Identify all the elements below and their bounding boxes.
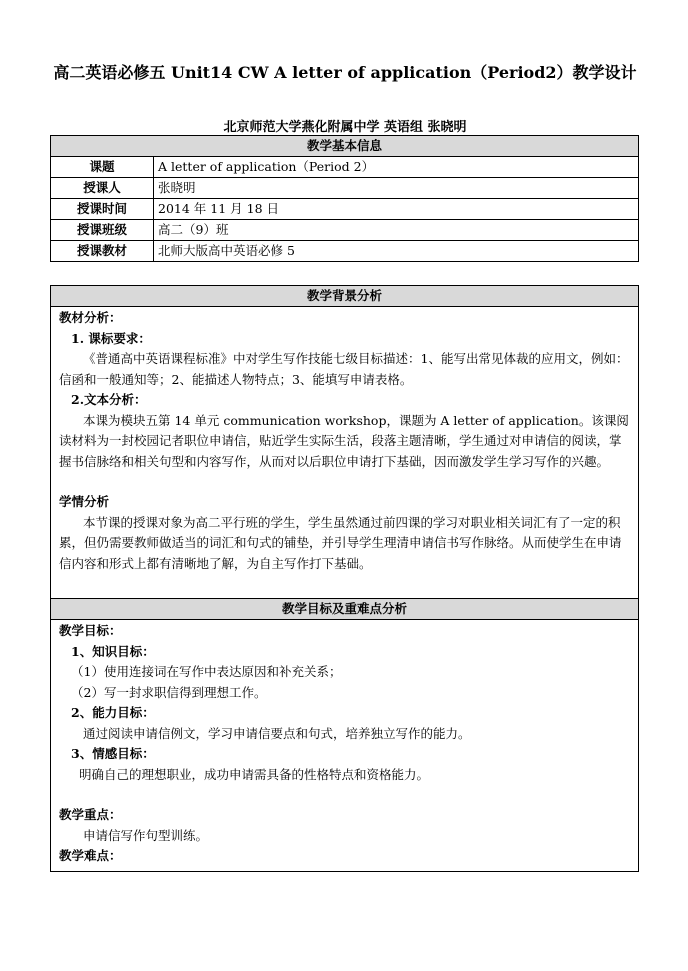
- row-value: 2014 年 11 月 18 日: [154, 199, 639, 220]
- row-label: 授课时间: [51, 199, 154, 220]
- table-row: [51, 157, 639, 178]
- row-value: A letter of application（Period 2）: [154, 157, 639, 178]
- emotion-heading: 3、情感目标：: [71, 746, 155, 761]
- knowledge-item: （2）写一封求职信得到理想工作。: [71, 684, 267, 700]
- knowledge-item: （1）使用连接词在写作中表达原因和补充关系；: [71, 664, 342, 679]
- table-row: [51, 241, 639, 262]
- row-value: 北师大版高中英语必修 5: [154, 241, 639, 262]
- emotion-text: 明确自己的理想职业，成功申请需具备的性格特点和资格能力。: [79, 766, 430, 782]
- background-header: 教学背景分析: [51, 286, 638, 307]
- standard-text: 《普通高中英语课程标准》中对学生写作技能七级目标描述：1、能写出常见体裁的应用文，例如：信函和一般通知等；2、能描述人物特点；3、能填写申请表格。: [59, 351, 629, 387]
- objectives-heading: 教学目标：: [59, 623, 122, 638]
- row-label: 授课教材: [51, 241, 154, 262]
- author-line: 北京师范大学燕化附属中学 英语组 张晓明: [223, 120, 467, 135]
- goals-section: [50, 598, 639, 872]
- student-analysis-heading: 学情分析: [59, 494, 110, 509]
- row-value: 高二（9）班: [154, 220, 639, 241]
- knowledge-heading: 1、知识目标：: [71, 643, 155, 659]
- background-analysis-section: [50, 285, 639, 601]
- goals-header: 教学目标及重难点分析: [51, 599, 638, 620]
- table-row: [51, 199, 639, 220]
- basic-info-header: 教学基本信息: [51, 136, 639, 157]
- student-analysis-text: 本节课的授课对象为高二平行班的学生，学生虽然通过前四课的学习对职业相关词汇有了一定的积累，但仍需要教师做适当的词汇和句式的铺垫，并引导学生理清申请信书写作脉络。从而使学生在申请信内容和形式上都有清晰地了解，为自主写作打下基础。: [59, 514, 622, 571]
- difficult-points-heading: 教学难点：: [59, 848, 122, 863]
- table-row: [51, 178, 639, 199]
- key-points-text: 申请信写作句型训练。: [83, 827, 209, 843]
- text-analysis-text: 本课为模块五第 14 单元 communication workshop，课题为 A letter of application。该课阅读材料为一封校园记者职位申请信，贴近学生实际生活，段落主题清晰，学生通过对申请信的阅读，掌握书信脉络和相关句型和内容写作，从而对以后职位申请打下基础，因而激发学生学习写作的兴趣。: [59, 412, 629, 469]
- row-value: 张晓明: [154, 178, 639, 199]
- key-points-heading: 教学重点：: [59, 807, 122, 822]
- document-title: 高二英语必修五 Unit14 CW A letter of application（Period2）教学设计: [53, 63, 637, 82]
- basic-info-table: [50, 135, 639, 262]
- text-analysis-heading: 2.文本分析：: [71, 392, 147, 407]
- row-label: 授课班级: [51, 220, 154, 241]
- ability-text: 通过阅读申请信例文，学习申请信要点和句式，培养独立写作的能力。: [83, 725, 471, 741]
- table-row: [51, 220, 639, 241]
- ability-heading: 2、能力目标：: [71, 705, 155, 720]
- standard-heading: 1. 课标要求：: [71, 330, 151, 346]
- row-label: 授课人: [51, 178, 154, 199]
- material-heading: 教材分析：: [59, 310, 122, 325]
- row-label: 课题: [51, 157, 154, 178]
